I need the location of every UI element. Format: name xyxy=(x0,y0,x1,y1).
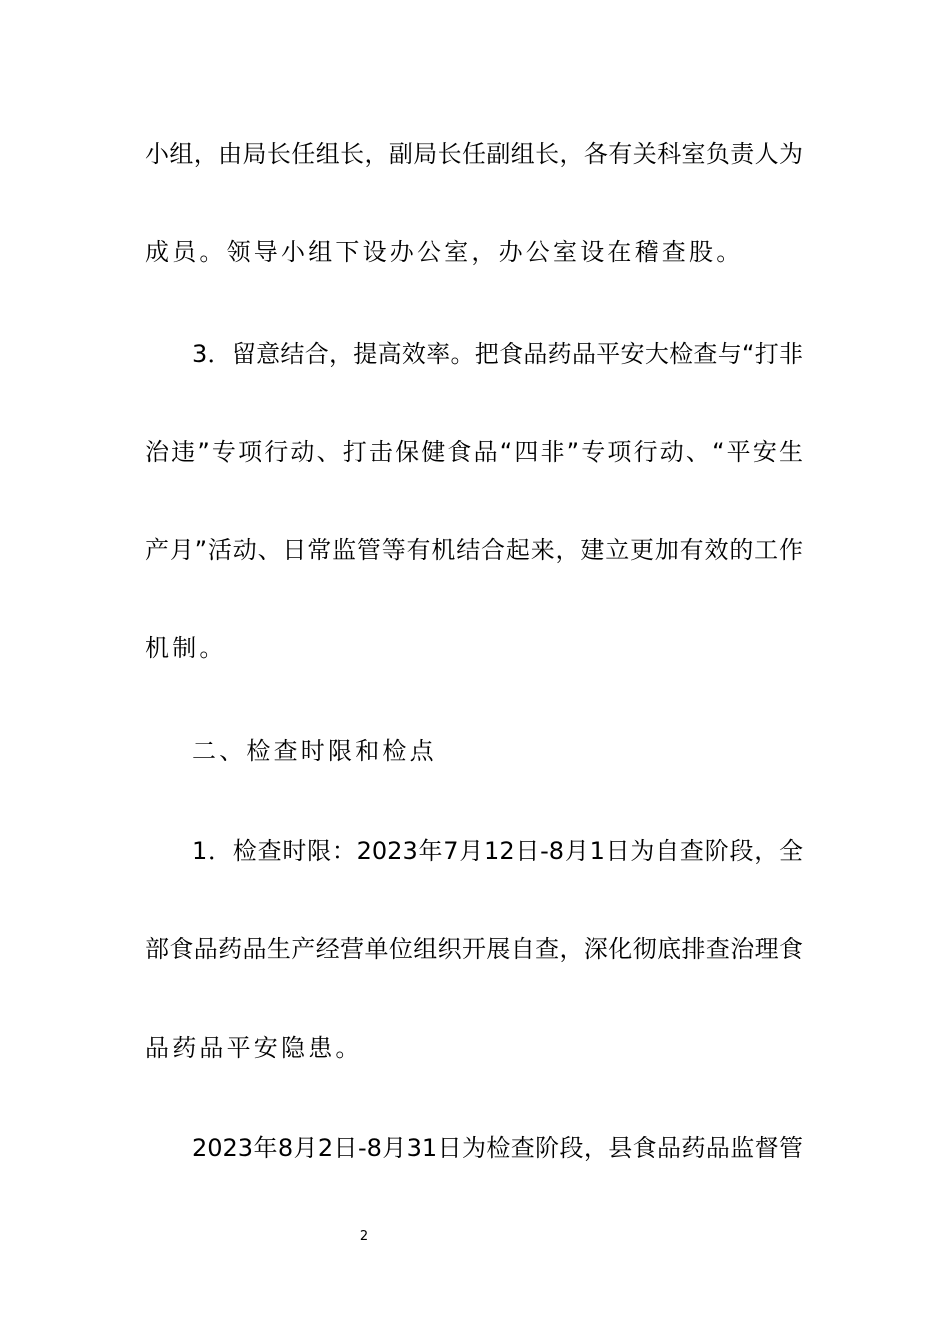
body-text-line: 1．检查时限：2023年7月12日-8月1日为自查阶段，全 xyxy=(192,837,803,865)
body-text-line: 小组，由局长任组长，副局长任副组长，各有关科室负责人为 xyxy=(145,140,803,168)
body-text-line: 机制。 xyxy=(145,634,227,662)
body-text-line: 品药品平安隐患。 xyxy=(145,1034,363,1062)
page-number: 2 xyxy=(359,1229,369,1244)
body-text-line: 治违”专项行动、打击保健食品“四非”专项行动、“平安生 xyxy=(145,438,803,466)
section-heading: 二、检查时限和检点 xyxy=(192,737,437,765)
body-text-line: 产月”活动、日常监管等有机结合起来，建立更加有效的工作 xyxy=(145,536,803,564)
body-text-line: 2023年8月2日-8月31日为检查阶段，县食品药品监督管 xyxy=(192,1134,803,1162)
body-text-line: 成员。领导小组下设办公室，办公室设在稽查股。 xyxy=(145,238,744,266)
body-text-line: 3．留意结合，提高效率。把食品药品平安大检查与“打非 xyxy=(192,340,803,368)
body-text-line: 部食品药品生产经营单位组织开展自查，深化彻底排查治理食 xyxy=(145,935,803,963)
